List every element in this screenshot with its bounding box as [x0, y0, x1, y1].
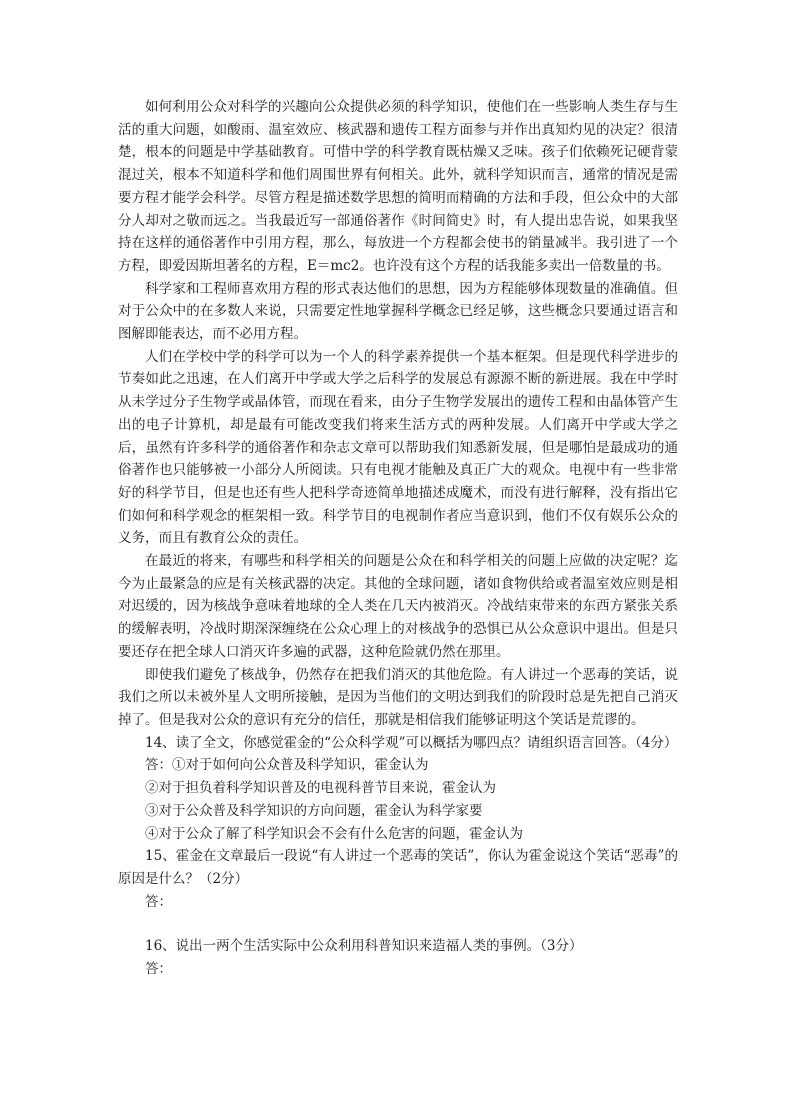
answer-space	[118, 913, 678, 935]
article-paragraph-3: 人们在学校中学的科学可以为一个人的科学素养提供一个基本框架。但是现代科学进步的节奏如此之迅速，在人们离开中学或大学之后科学的发展总有源源不断的新进展。我在中学时从未学过分子生物学或晶体管，而现在看来，由分子生物学发展出的遗传工程和由晶体管产生出的电子计算机，却是最有可能改变我们将来生活方式的两种发展。人们离开中学或大学之后，虽然有许多科学的通俗著作和杂志文章可以帮助我们知悉新发展，但是哪怕是最成功的通俗著作也只能够被一小部分人所阅读。只有电视才能触及真正广大的观众。电视中有一些非常好的科学节目，但是也还有些人把科学奇迹简单地描述成魔术，而没有进行解释，没有指出它们如何和科学观念的框架相一致。科学节目的电视制作者应当意识到，他们不仅有娱乐公众的义务，而且有教育公众的责任。	[118, 348, 678, 547]
question-14-answer-3: ③对于公众普及科学知识的方向问题，霍金认为科学家要	[145, 802, 483, 819]
question-14-prompt: 14、读了全文，你感觉霍金的“公众科学观”可以概括为哪四点？请组织语言回答。（4分）	[145, 734, 678, 751]
question-15-prompt: 15、霍金在文章最后一段说“有人讲过一个恶毒的笑话”，你认为霍金说这个笑话“恶毒”的原因是什么？（2分）	[118, 848, 678, 887]
question-14-answer-2: ②对于担负着科学知识普及的电视科普节目来说，霍金认为	[145, 780, 496, 797]
article-paragraph-5: 即使我们避免了核战争，仍然存在把我们消灭的其他危险。有人讲过一个恶毒的笑话，说我们之所以未被外星人文明所接触，是因为当他们的文明达到我们的阶段时总是先把自己消灭掉了。但是我对公众的意识有充分的信任，那就是相信我们能够证明这个笑话是荒谬的。	[118, 666, 678, 728]
document-page	[118, 96, 678, 981]
question-14-answer-1: 答：①对于如何向公众普及科学知识，霍金认为	[145, 757, 429, 774]
question-14	[118, 732, 678, 846]
question-15-answer-label: 答：	[145, 893, 172, 910]
question-16-answer-label: 答：	[145, 961, 172, 978]
question-16-prompt: 16、说出一两个生活实际中公众利用科普知识来造福人类的事例。（3分）	[145, 938, 583, 955]
article-paragraph-1: 如何利用公众对科学的兴趣向公众提供必须的科学知识，使他们在一些影响人类生存与生活的重大问题，如酸雨、温室效应、核武器和遗传工程方面参与并作出真知灼见的决定？很清楚，根本的问题是中学基础教育。可惜中学的科学教育既枯燥又乏味。孩子们依赖死记硬背蒙混过关，根本不知道科学和他们周围世界有何相关。此外，就科学知识而言，通常的情况是需要方程才能学会科学。尽管方程是描述数学思想的简明而精确的方法和手段，但公众中的大部分人却对之敬而远之。当我最近写一部通俗著作《时间简史》时，有人提出忠告说，如果我坚持在这样的通俗著作中引用方程，那么，每放进一个方程都会使书的销量减半。我引进了一个方程，即爱因斯坦著名的方程，E＝mc2。也许没有这个方程的话我能多卖出一倍数量的书。	[118, 99, 678, 274]
article-paragraph-4: 在最近的将来，有哪些和科学相关的问题是公众在和科学相关的问题上应做的决定呢？迄今为止最紧急的应是有关核武器的决定。其他的全球问题，诸如食物供给或者温室效应则是相对迟缓的，因为核战争意味着地球的全人类在几天内被消灭。冷战结束带来的东西方紧张关系的缓解表明，冷战时期深深缠绕在公众心理上的对核战争的恐惧已从公众意识中退出。但是只要还存在把全球人口消灭许多遍的武器，这种危险就仍然在那里。	[118, 553, 678, 660]
article-paragraph-2: 科学家和工程师喜欢用方程的形式表达他们的思想，因为方程能够体现数量的准确值。但对于公众中的在多数人来说，只需要定性地掌握科学概念已经足够，这些概念只要通过语言和图解即能表达，而不必用方程。	[118, 280, 678, 343]
question-16	[118, 935, 678, 980]
question-14-answer-4: ④对于公众了解了科学知识会不会有什么危害的问题，霍金认为	[145, 825, 523, 842]
question-15	[118, 845, 678, 913]
